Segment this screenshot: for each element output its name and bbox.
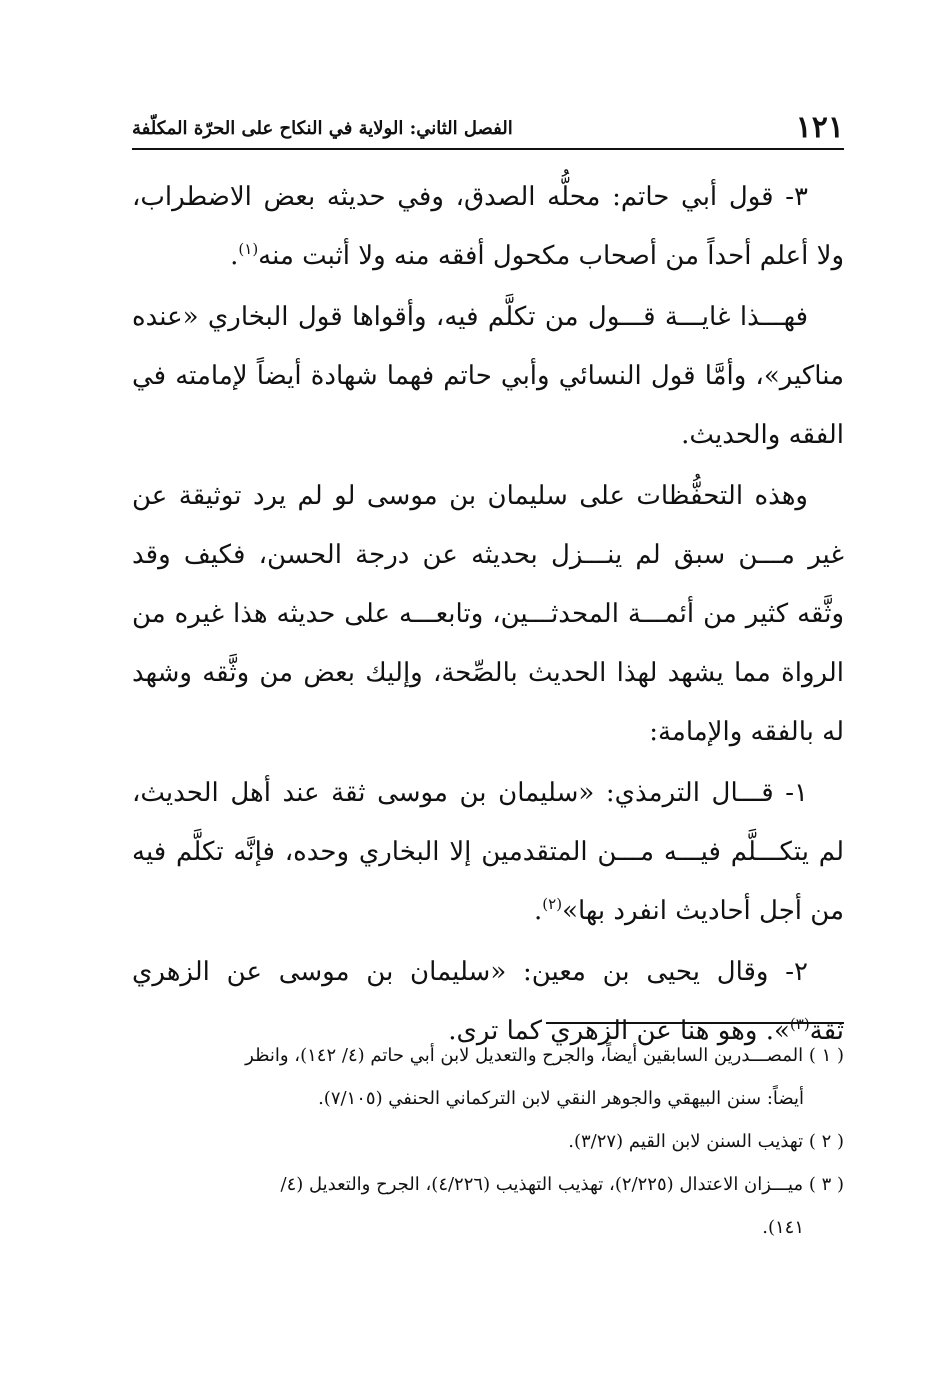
main-text [132,168,844,1063]
footnote-ref-1[interactable]: (١) [238,240,259,258]
paragraph-summary [132,288,844,465]
paragraph-tirmidhi [132,764,844,941]
paragraph-text: وهذه التحفُّظات على سليمان بن موسى لو لم يرد توثيقة عن غير مـــن سبق لم ينـــزل بحديثه عن درجة الحسن، فكيف وقد وثَّقه كثير من أئمـــة المحدثـــين، وتابعـــه على حديثه هذا غيره من الرواة مما يشهد لهذا الحديث بالصِّحة، وإليك بعض من وثَّقه وشهد له بالفقه والإمامة: [132,481,844,747]
paragraph-text: ٢- وقال يحيى بن معين: «سليمان بن موسى عن الزهري ثقة [132,957,844,1046]
page-number: ١٢١ [795,110,844,145]
paragraph-reservations [132,467,844,762]
footnote-ref-3[interactable]: (٣) [789,1015,810,1033]
footnotes [132,1034,844,1249]
paragraph-abu-hatim [132,168,844,286]
running-title: الفصل الثاني: الولاية في النكاح على الحرّة المكلّفة [132,118,513,139]
footnote-separator [546,1022,844,1024]
paragraph-end: ». وهو هنا عن الزهري كما ترى. [448,1016,790,1046]
footnote-1: ( ١ ) المصـــدرين السابقين أيضاً، والجرح والتعديل لابن أبي حاتم (٤/ ١٤٢)، وانظر [245,1045,844,1066]
footnote-ref-2[interactable]: (٢) [542,895,563,913]
footnote-1-continued: أيضاً: سنن البيهقي والجوهر النقي لابن التركماني الحنفي (٧/١٠٥). [318,1088,804,1109]
paragraph-text: ١- قـــال الترمذي: «سليمان بن موسى ثقة عند أهل الحديث، لم يتكـــلَّم فيـــه مـــن المتقدمين إلا البخاري وحده، فإنَّه تكلَّم فيه من أجل أحاديث انفرد بها» [132,778,844,926]
paragraph-end: . [230,241,239,271]
footnote-2: ( ٢ ) تهذيب السنن لابن القيم (٣/٢٧). [568,1131,844,1152]
footnote-3-continued: ١٤١). [762,1217,804,1238]
footnote-3: ( ٣ ) ميـــزان الاعتدال (٢/٢٢٥)، تهذيب التهذيب (٤/٢٢٦)، الجرح والتعديل (٤/ [280,1174,844,1195]
page-header [132,104,844,150]
paragraph-text: فهـــذا غايـــة قـــول من تكلَّم فيه، وأقواها قول البخاري «عنده مناكير»، وأمَّا قول النسائي وأبي حاتم فهما شهادة أيضاً لإمامته في الفقه والحديث. [132,302,844,450]
paragraph-end: . [534,896,543,926]
paragraph-text: ٣- قول أبي حاتم: محلُّه الصدق، وفي حديثه بعض الاضطراب، ولا أعلم أحداً من أصحاب مكحول أفقه منه ولا أثبت منه [132,182,844,271]
